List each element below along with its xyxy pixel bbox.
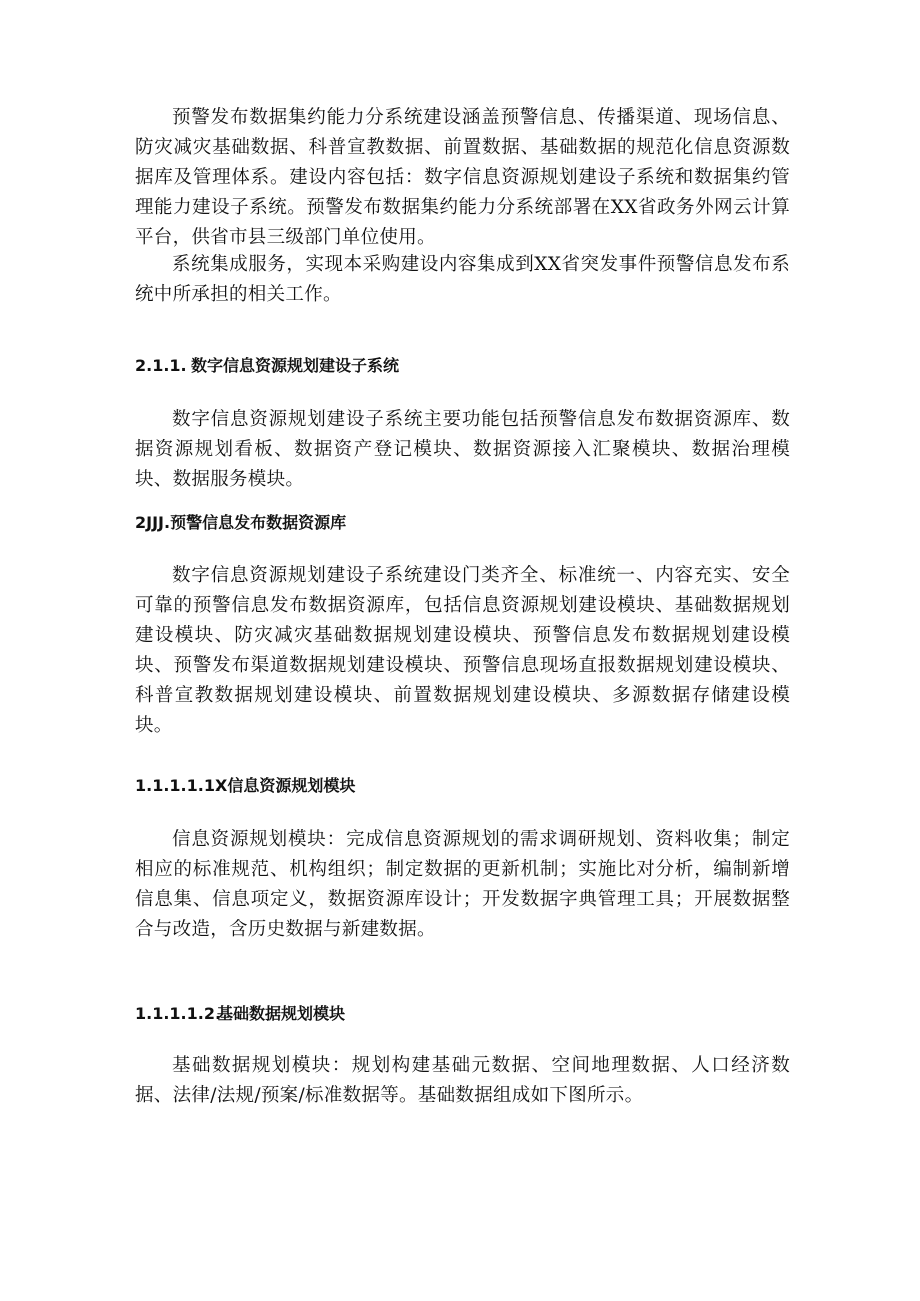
integration-paragraph: 系统集成服务，实现本采购建设内容集成到XX省突发事件预警信息发布系统中所承担的相关工作。 [135,254,790,305]
section-title: 预警信息发布数据资源库 [170,513,347,532]
section-number: 1.1.1.1.1. [135,776,222,795]
section-number: 1.1.1.1.2. [135,1004,222,1023]
section-heading-base-data-module [135,1003,345,1025]
section-number: 2JJJ. [135,513,171,532]
section-number: 2.1.1. [135,356,187,375]
section-heading-2-1-1 [135,355,399,377]
section-heading-info-resource-module [135,775,355,797]
base-data-module-paragraph: 基础数据规划模块：规划构建基础元数据、空间地理数据、人口经济数据、法律/法规/预案/标准数据等。基础数据组成如下图所示。 [135,1055,790,1106]
section-title: 基础数据规划模块 [217,1004,346,1023]
info-resource-module-paragraph: 信息资源规划模块：完成信息资源规划的需求调研规划、资料收集；制定相应的标准规范、机构组织；制定数据的更新机制；实施比对分析，编制新增信息集、信息项定义，数据资源库设计；开发数据字典管理工具；开展数据整合与改造，含历史数据与新建数据。 [135,829,790,940]
section-title: 数字信息资源规划建设子系统 [191,356,400,375]
resource-library-paragraph: 数字信息资源规划建设子系统建设门类齐全、标准统一、内容充实、安全可靠的预警信息发布数据资源库，包括信息资源规划建设模块、基础数据规划建设模块、防灾减灾基础数据规划建设模块、预警信息发布数据规划建设模块、预警发布渠道数据规划建设模块、预警信息现场直报数据规划建设模块、科普宣教数据规划建设模块、前置数据规划建设模块、多源数据存储建设模块。 [135,565,790,736]
subsystem-paragraph: 数字信息资源规划建设子系统主要功能包括预警信息发布数据资源库、数据资源规划看板、数据资产登记模块、数据资源接入汇聚模块、数据治理模块、数据服务模块。 [135,409,790,490]
section-heading-resource-library [135,512,346,534]
intro-paragraph: 预警发布数据集约能力分系统建设涵盖预警信息、传播渠道、现场信息、防灾减灾基础数据、科普宣教数据、前置数据、基础数据的规范化信息资源数据库及管理体系。建设内容包括：数字信息资源规划建设子系统和数据集约管理能力建设子系统。预警发布数据集约能力分系统部署在XX省政务外网云计算平台，供省市县三级部门单位使用。 [135,107,790,248]
section-title: X信息资源规划模块 [215,776,356,795]
